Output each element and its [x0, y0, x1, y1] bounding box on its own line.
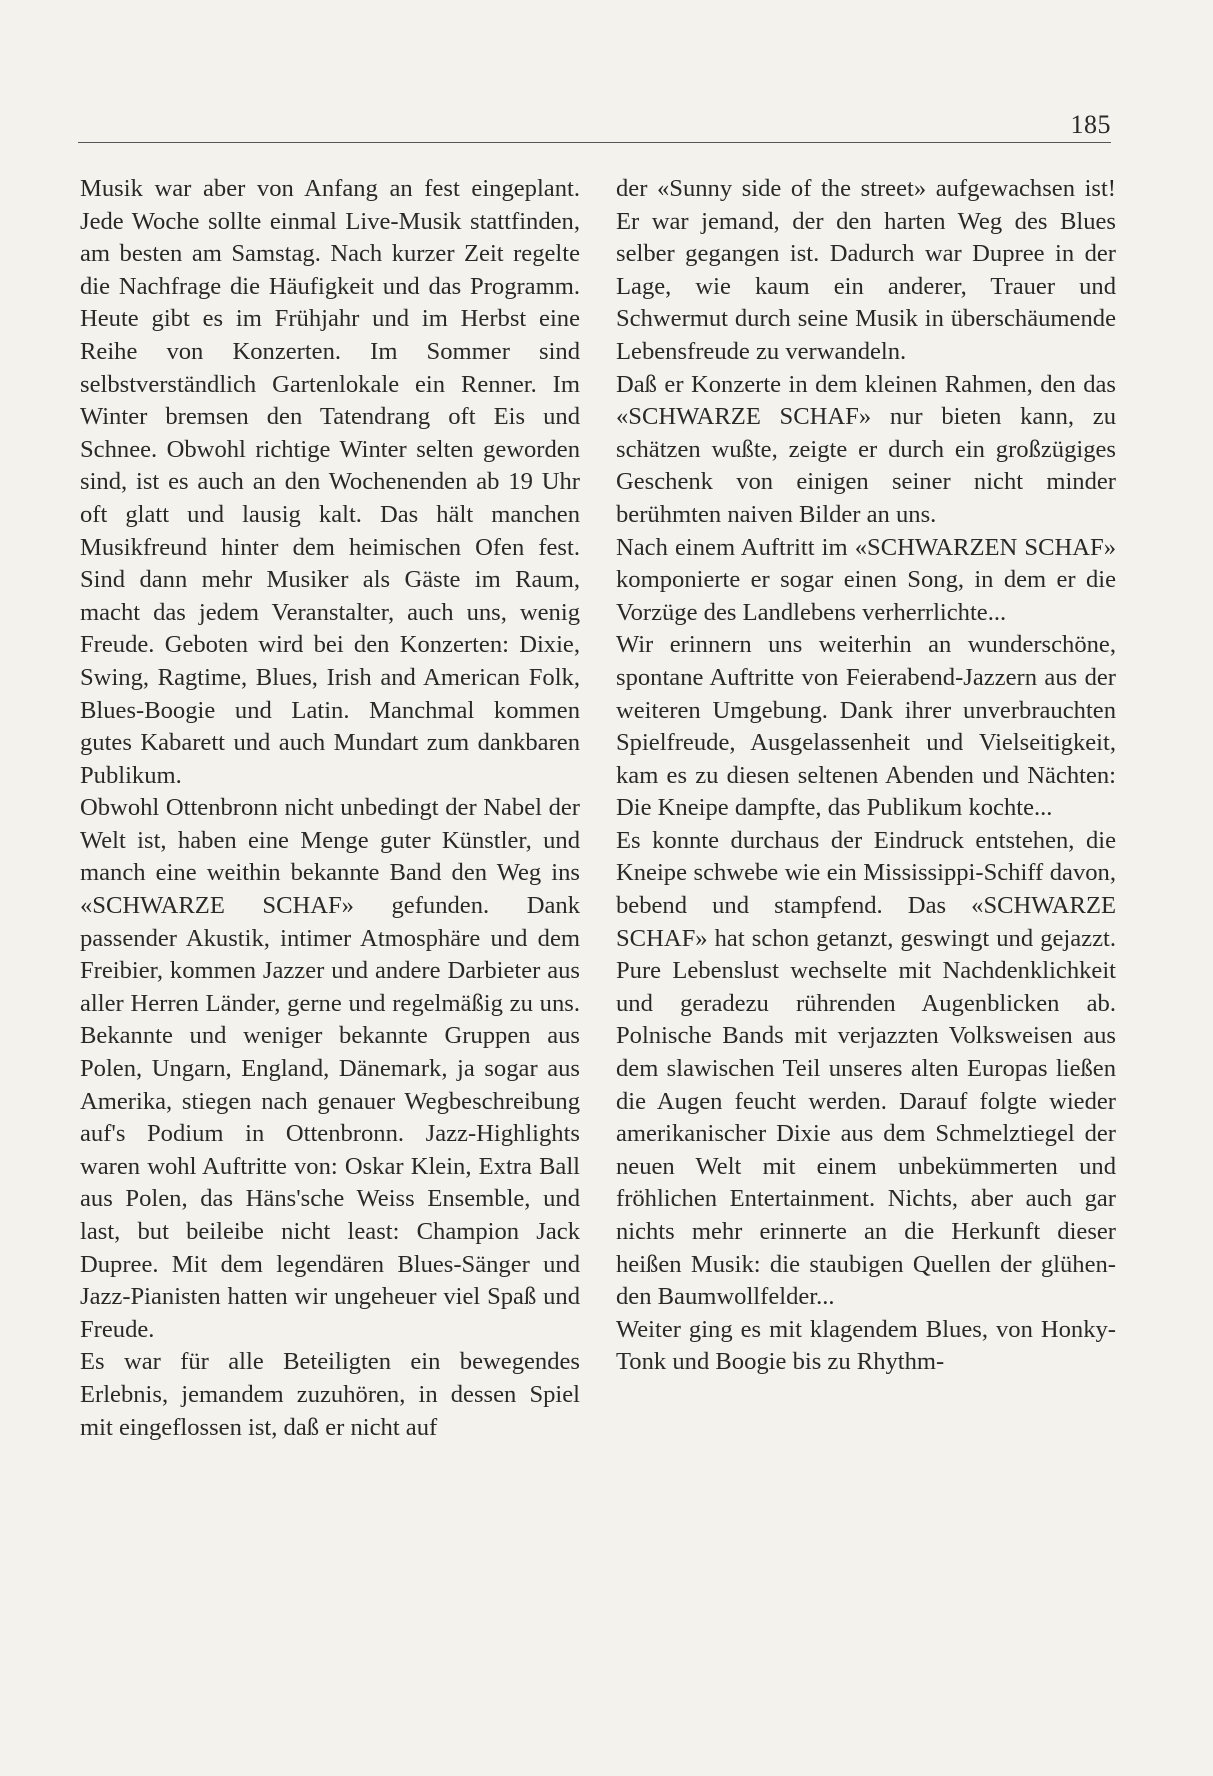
paragraph: Es war für alle Beteiligten ein bewegendes Erlebnis, jemandem zuzuhören, in dessen Spiel mit eingeflossen ist, daß er nicht auf	[80, 1348, 580, 1441]
right-column	[616, 173, 1116, 1379]
paragraph: der «Sunny side of the street» aufgewachsen ist! Er war jemand, der den harten Weg des Blues selber gegangen ist. Dadurch war Dupree in der Lage, wie kaum ein anderer, Trauer und Schwermut durch seine Musik in überschäumende Lebensfreude zu verwandeln.	[616, 175, 1116, 365]
paragraph: Es konnte durchaus der Eindruck entstehen, die Kneipe schwebe wie ein Mississippi-Schiff davon, bebend und stampfend. Das «SCHWARZE SCHAF» hat schon getanzt, geswingt und gejazzt. Pure Lebenslust wechselte mit Nachdenklichkeit und geradezu rührenden Augenblicken ab. Polnische Bands mit verjazzten Volksweisen aus dem slawischen Teil unseres alten Europas ließen die Augen feucht werden. Darauf folgte wieder amerikanischer Dixie aus dem Schmelztiegel der neuen Welt mit einem unbekümmerten und fröhlichen Entertainment. Nichts, aber auch gar nichts mehr erinnerte an die Herkunft dieser heißen Musik: die staubigen Quellen der glühenden Baumwollfelder...	[616, 826, 1116, 1311]
paragraph: Daß er Konzerte in dem kleinen Rahmen, den das «SCHWARZE SCHAF» nur bieten kann, zu schätzen wußte, zeigte er durch ein großzügiges Geschenk von einigen seiner nicht minder berühmten naiven Bilder an uns.	[616, 370, 1116, 528]
paragraph: Obwohl Ottenbronn nicht unbedingt der Nabel der Welt ist, haben eine Menge guter Künstler, und manch eine weithin bekannte Band den Weg ins «SCHWARZE SCHAF» gefunden. Dank passender Akustik, intimer Atmosphäre und dem Freibier, kommen Jazzer und andere Darbieter aus aller Herren Länder, gerne und regelmäßig zu uns. Bekannte und weniger bekannte Gruppen aus Polen, Ungarn, England, Dänemark, ja sogar aus Amerika, stiegen nach genauer Wegbeschreibung auf's Podium in Ottenbronn. Jazz-Highlights waren wohl Auftritte von: Oskar Klein, Extra Ball aus Polen, das Häns'sche Weiss Ensemble, und last, but beileibe nicht least: Champion Jack Dupree. Mit dem legendären Blues-Sänger und Jazz-Pianisten hatten wir ungeheuer viel Spaß und Freude.	[80, 794, 580, 1343]
left-column	[80, 173, 580, 1444]
paragraph: Wir erinnern uns weiterhin an wunderschöne, spontane Auftritte von Feierabend-Jazzern aus der weiteren Umgebung. Dank ihrer unverbrauchten Spielfreude, Ausgelassenheit und Vielseitigkeit, kam es zu diesen seltenen Abenden und Nächten: Die Kneipe dampfte, das Publikum kochte...	[616, 631, 1116, 822]
paragraph: Nach einem Auftritt im «SCHWARZEN SCHAF» komponierte er sogar einen Song, in dem er die Vorzüge des Landlebens verherrlichte...	[616, 533, 1116, 626]
header-rule	[78, 142, 1111, 143]
page-number: 185	[1070, 110, 1111, 139]
paragraph: Musik war aber von Anfang an fest eingeplant. Jede Woche sollte einmal Live-Musik stattfinden, am besten am Samstag. Nach kurzer Zeit regelte die Nachfrage die Häufigkeit und das Programm. Heute gibt es im Frühjahr und im Herbst eine Reihe von Konzerten. Im Sommer sind selbstverständlich Gartenlokale ein Renner. Im Winter bremsen den Tatendrang oft Eis und Schnee. Obwohl richtige Winter selten geworden sind, ist es auch an den Wochenenden ab 19 Uhr oft glatt und lausig kalt. Das hält manchen Musikfreund hinter dem heimischen Ofen fest. Sind dann mehr Musiker als Gäste im Raum, macht das jedem Veranstalter, auch uns, wenig Freude. Geboten wird bei den Konzerten: Dixie, Swing, Ragtime, Blues, Irish and American Folk, Blues-Boogie und Latin. Manchmal kommen gutes Kabarett und auch Mundart zum dankbaren Publikum.	[80, 175, 580, 789]
paragraph: Weiter ging es mit klagendem Blues, von Honky-Tonk und Boogie bis zu Rhythm-	[616, 1315, 1116, 1376]
